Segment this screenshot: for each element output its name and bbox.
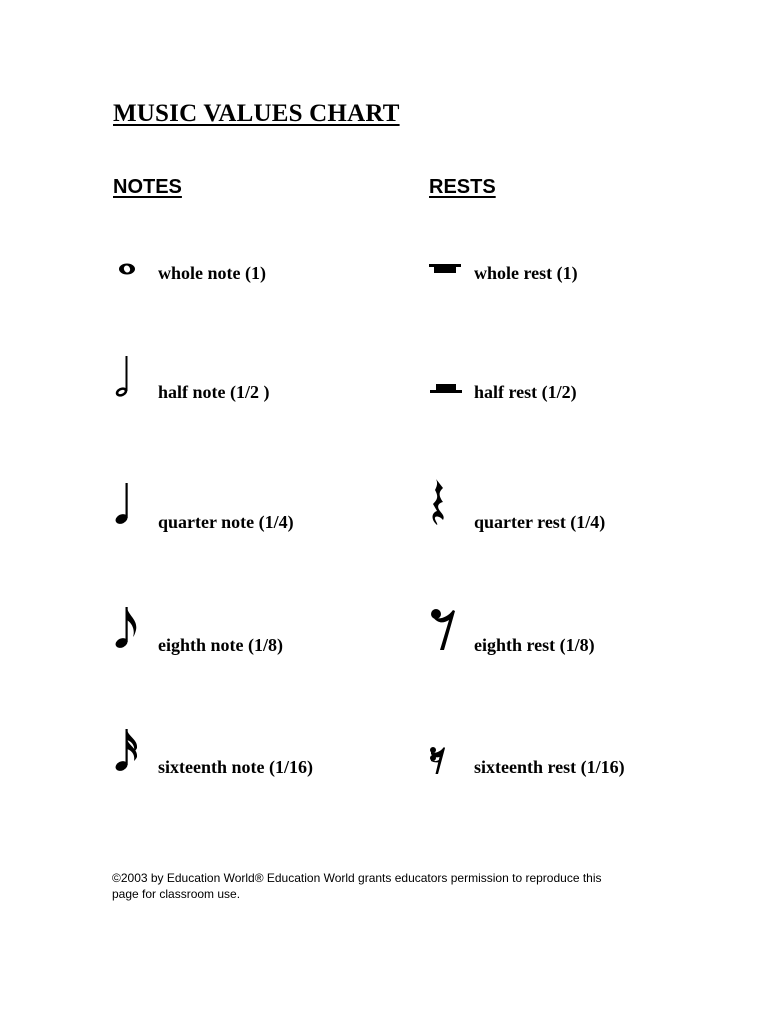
half-note-icon [114, 355, 132, 399]
copyright-footer [112, 870, 652, 902]
sixteenth-rest-icon [428, 745, 446, 775]
whole-note-icon [117, 262, 137, 276]
page-title: MUSIC VALUES CHART [113, 100, 400, 127]
sixteenth-note-icon [114, 728, 142, 774]
notes-item-label: half note (1/2 ) [158, 382, 270, 402]
rests-item-label: quarter rest (1/4) [474, 512, 606, 532]
eighth-rest-icon [429, 606, 457, 652]
quarter-rest-icon [428, 478, 450, 526]
notes-item-label: sixteenth note (1/16) [158, 757, 313, 777]
footer-line-2: page for classroom use. [112, 887, 241, 901]
eighth-note-icon [114, 606, 140, 650]
quarter-note-icon [114, 482, 132, 526]
notes-item-label: quarter note (1/4) [158, 512, 294, 532]
rests-item-label: whole rest (1) [474, 263, 578, 283]
footer-line-1: ©2003 by Education World® Education World grants educators permission to reproduce this [112, 871, 602, 885]
notes-item-label: eighth note (1/8) [158, 635, 283, 655]
rests-heading: RESTS [429, 176, 496, 198]
rests-item-label: sixteenth rest (1/16) [474, 757, 625, 777]
notes-item-label: whole note (1) [158, 263, 266, 283]
rests-item-label: eighth rest (1/8) [474, 635, 595, 655]
rests-item-label: half rest (1/2) [474, 382, 577, 402]
half-rest-icon [430, 382, 462, 396]
notes-heading: NOTES [113, 176, 182, 198]
whole-rest-icon [429, 262, 461, 276]
